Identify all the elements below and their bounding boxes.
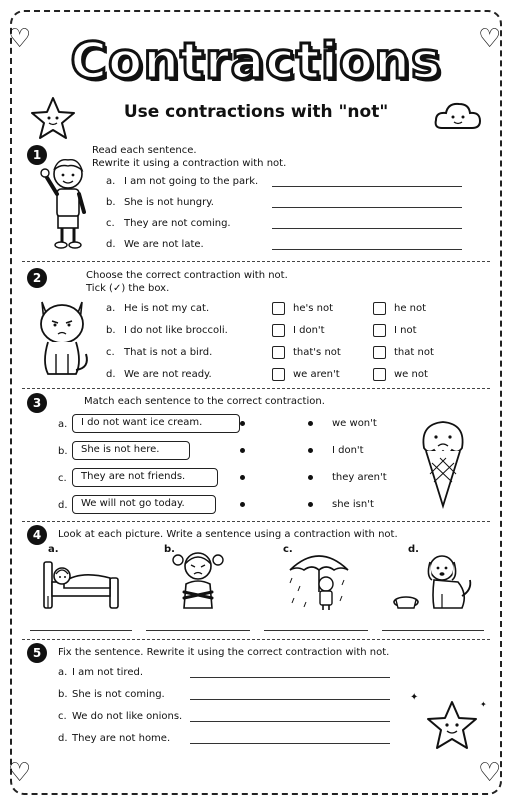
heart-icon: ♡: [8, 24, 32, 54]
option-label: I don't: [293, 325, 325, 336]
instruction-line: Rewrite it using a contraction with not.: [92, 158, 287, 169]
checkbox[interactable]: [373, 302, 386, 315]
checkbox[interactable]: [272, 324, 285, 337]
contraction-option: they aren't: [332, 472, 387, 483]
item-text: They are not home.: [72, 733, 171, 744]
contraction-option: we won't: [332, 418, 377, 429]
match-dot[interactable]: [240, 475, 245, 480]
smiling-cloud-icon: [434, 100, 482, 132]
match-dot[interactable]: [240, 421, 245, 426]
item-letter: d.: [58, 500, 68, 511]
item-text: They are not coming.: [124, 218, 231, 229]
list-item: [58, 711, 182, 722]
list-item: [58, 689, 165, 700]
section-divider: [22, 261, 490, 262]
item-letter: d.: [58, 733, 68, 744]
match-dot[interactable]: [308, 502, 313, 507]
item-letter: b.: [106, 325, 116, 336]
sentence-box: We will not go today.: [72, 495, 216, 514]
list-item: [106, 176, 258, 187]
list-item: [106, 369, 212, 380]
item-letter: a.: [58, 667, 68, 678]
item-text: She is not coming.: [72, 689, 165, 700]
item-letter: b.: [106, 197, 116, 208]
dog-with-bowl-icon: [392, 550, 476, 612]
picture-letter: d.: [408, 544, 419, 555]
heart-icon: ♡: [478, 24, 502, 54]
answer-line[interactable]: [190, 743, 390, 744]
child-with-umbrella-icon: [286, 546, 352, 612]
section-divider: [22, 639, 490, 640]
list-item: [58, 733, 170, 744]
item-letter: a.: [106, 303, 116, 314]
heart-icon: ♡: [478, 758, 502, 788]
answer-line[interactable]: [190, 677, 390, 678]
instruction-line: Choose the correct contraction with not.: [86, 270, 288, 281]
option-label: he's not: [293, 303, 334, 314]
item-letter: d.: [106, 239, 116, 250]
list-item: [106, 197, 214, 208]
item-letter: c.: [106, 347, 115, 358]
match-dot[interactable]: [308, 421, 313, 426]
picture-letter: b.: [164, 544, 175, 555]
answer-line[interactable]: [382, 630, 484, 631]
picture-letter: a.: [48, 544, 59, 555]
item-text: He is not my cat.: [124, 303, 210, 314]
item-letter: a.: [58, 419, 68, 430]
option-label: we aren't: [293, 369, 340, 380]
answer-line[interactable]: [272, 207, 462, 208]
answer-line[interactable]: [264, 630, 368, 631]
checkbox[interactable]: [272, 368, 285, 381]
section5-instructions: Fix the sentence. Rewrite it using the correct contraction with not.: [58, 647, 390, 658]
item-letter: c.: [106, 218, 115, 229]
smiling-star-icon: [426, 700, 478, 752]
item-text: I am not tired.: [72, 667, 144, 678]
sentence-box: She is not here.: [72, 441, 190, 460]
picture-letter: c.: [283, 544, 293, 555]
child-in-bed-icon: [40, 548, 122, 610]
item-letter: b.: [58, 446, 68, 457]
section-number: 5: [27, 643, 47, 663]
answer-line[interactable]: [272, 186, 462, 187]
section2-instructions: [86, 269, 288, 295]
section3-instructions: Match each sentence to the correct contraction.: [84, 396, 325, 407]
list-item: [106, 239, 204, 250]
section-divider: [22, 521, 490, 522]
option-label: that's not: [293, 347, 341, 358]
item-letter: d.: [106, 369, 116, 380]
item-letter: c.: [58, 473, 67, 484]
sad-cat-icon: [34, 292, 92, 378]
grumpy-girl-icon: [170, 546, 226, 612]
list-item: [58, 667, 143, 678]
checkbox[interactable]: [373, 346, 386, 359]
item-letter: a.: [106, 176, 116, 187]
item-text: She is not hungry.: [124, 197, 214, 208]
item-letter: b.: [58, 689, 68, 700]
checkbox[interactable]: [373, 368, 386, 381]
page-subtitle: Use contractions with "not": [123, 102, 389, 122]
contraction-option: I don't: [332, 445, 364, 456]
list-item: [106, 347, 212, 358]
answer-line[interactable]: [190, 699, 390, 700]
instruction-line: Tick (✓) the box.: [86, 283, 170, 294]
answer-line[interactable]: [30, 630, 132, 631]
item-text: I do not like broccoli.: [124, 325, 228, 336]
checkbox[interactable]: [272, 346, 285, 359]
sparkle-icon: ✦: [480, 700, 487, 709]
section-divider: [22, 388, 490, 389]
list-item: [106, 303, 209, 314]
answer-line[interactable]: [190, 721, 390, 722]
option-label: that not: [394, 347, 434, 358]
match-dot[interactable]: [240, 448, 245, 453]
section4-instructions: Look at each picture. Write a sentence using a contraction with not.: [58, 529, 398, 540]
option-label: I not: [394, 325, 417, 336]
instruction-line: Read each sentence.: [92, 145, 197, 156]
waving-boy-icon: [40, 154, 92, 252]
contraction-option: she isn't: [332, 499, 374, 510]
checkbox[interactable]: [373, 324, 386, 337]
item-text: That is not a bird.: [124, 347, 213, 358]
item-text: I am not going to the park.: [124, 176, 259, 187]
list-item: [106, 325, 228, 336]
item-letter: c.: [58, 711, 67, 722]
answer-line[interactable]: [272, 249, 462, 250]
page-title: Contractions: [70, 32, 442, 90]
item-text: We are not ready.: [124, 369, 212, 380]
heart-icon: ♡: [8, 758, 32, 788]
section-number: 2: [27, 268, 47, 288]
sad-ice-cream-icon: [418, 418, 468, 510]
item-text: We are not late.: [124, 239, 204, 250]
match-dot[interactable]: [308, 448, 313, 453]
option-label: he not: [394, 303, 427, 314]
section1-instructions: [92, 144, 286, 170]
section-number: 3: [27, 393, 47, 413]
option-label: we not: [394, 369, 428, 380]
sentence-box: They are not friends.: [72, 468, 218, 487]
section-number: 1: [27, 145, 47, 165]
sentence-box: I do not want ice cream.: [72, 414, 240, 433]
match-dot[interactable]: [308, 475, 313, 480]
list-item: [106, 218, 231, 229]
sparkle-icon: ✦: [410, 692, 419, 703]
item-text: We do not like onions.: [72, 711, 183, 722]
smiling-star-icon: [30, 96, 76, 140]
answer-line[interactable]: [272, 228, 462, 229]
section-number: 4: [27, 525, 47, 545]
answer-line[interactable]: [146, 630, 250, 631]
match-dot[interactable]: [240, 502, 245, 507]
checkbox[interactable]: [272, 302, 285, 315]
